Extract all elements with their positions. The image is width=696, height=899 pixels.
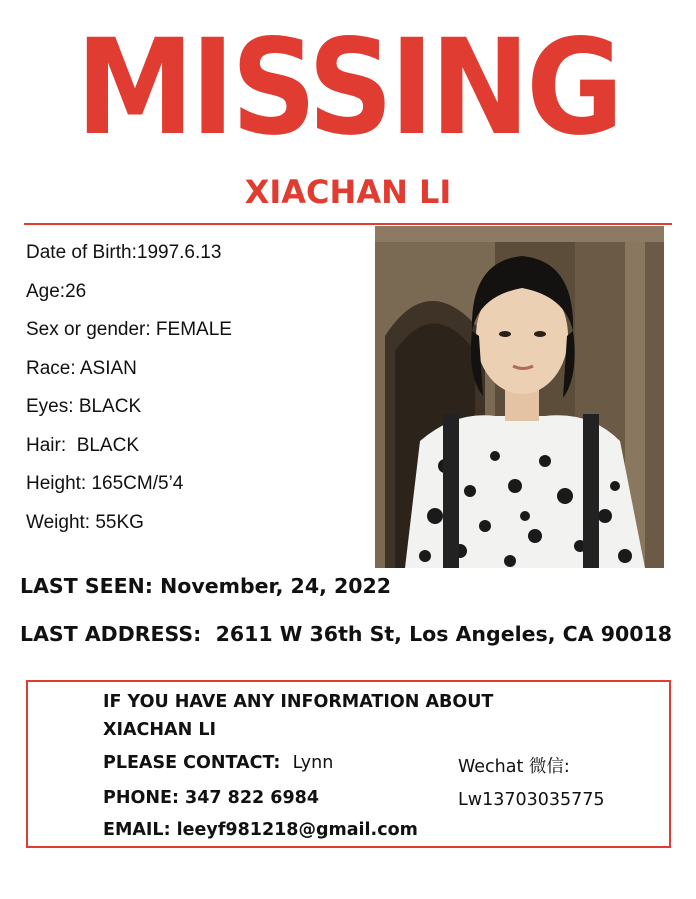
contact-email: EMAIL: leeyf981218@gmail.com xyxy=(103,820,418,840)
last-address-label: LAST ADDRESS xyxy=(20,622,194,646)
fact-race: Race: ASIAN xyxy=(26,357,137,379)
last-seen-label: LAST SEEN: xyxy=(20,574,153,598)
person-photo xyxy=(375,226,664,568)
fact-date-of-birth: Date of Birth:1997.6.13 xyxy=(26,242,222,263)
last-address-value: 2611 W 36th St, Los Angeles, CA 90018 xyxy=(215,622,673,646)
contact-person: PLEASE CONTACT: Lynn xyxy=(103,753,334,773)
fact-eyes: Eyes: BLACK xyxy=(26,396,142,417)
physical-description-list xyxy=(26,234,366,542)
contact-intro-line-2: XIACHAN LI xyxy=(103,720,216,740)
last-seen-date: November, 24, 2022 xyxy=(160,574,392,598)
fact-hair: Hair: BLACK xyxy=(26,434,139,456)
contact-name: Lynn xyxy=(292,753,334,773)
phone-number[interactable]: 347 822 6984 xyxy=(185,788,319,808)
divider-line xyxy=(24,223,672,225)
contact-phone: PHONE: 347 822 6984 xyxy=(103,788,319,808)
fact-age: Age:26 xyxy=(26,280,87,302)
email-address[interactable]: leeyf981218@gmail.com xyxy=(176,820,418,840)
contact-box xyxy=(26,680,671,848)
last-address: LAST ADDRESS: 2611 W 36th St, Los Angeles, CA 90018 xyxy=(20,622,673,646)
wechat-label: Wechat 微信: xyxy=(458,757,570,777)
fact-weight: Weight: 55KG xyxy=(26,511,144,533)
person-photo-illustration xyxy=(375,226,664,568)
headline-missing: MISSING xyxy=(75,11,621,165)
last-seen xyxy=(20,574,391,598)
contact-intro-line-1: IF YOU HAVE ANY INFORMATION ABOUT xyxy=(103,692,494,712)
fact-height: Height: 165CM/5’4 xyxy=(26,473,184,494)
fact-sex: Sex or gender: FEMALE xyxy=(26,319,232,340)
wechat-id: Lw13703035775 xyxy=(458,790,605,810)
missing-person-name: XIACHAN LI xyxy=(244,173,452,211)
